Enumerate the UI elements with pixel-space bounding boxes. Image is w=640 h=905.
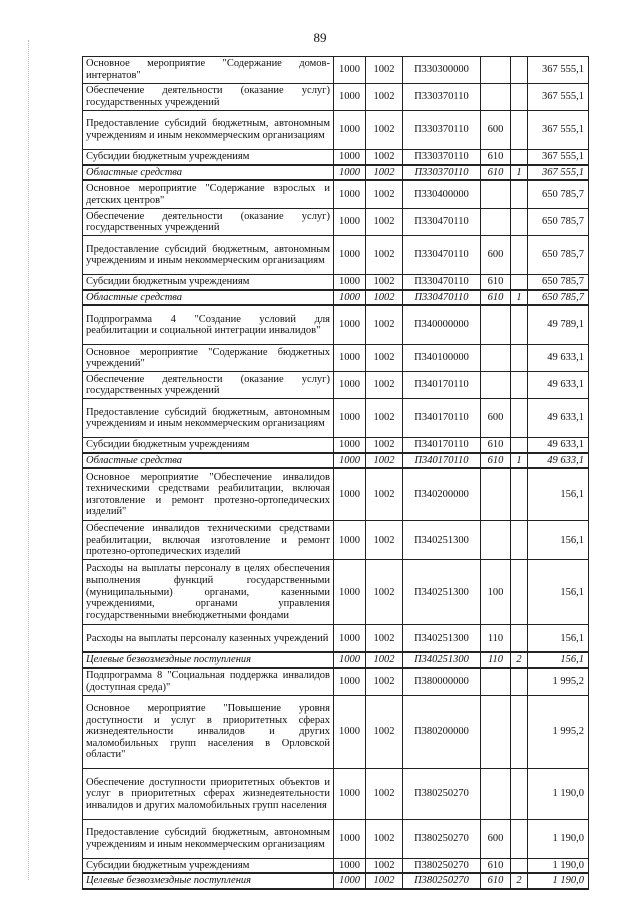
podrazdel-code-cell: 1002 [366,652,403,668]
razdel-code-cell: 1000 [334,695,366,768]
expense-type-code-cell: 600 [481,111,511,150]
expense-type-code-cell: 110 [481,652,511,668]
razdel-code-cell: 1000 [334,305,366,345]
podrazdel-code-cell: 1002 [366,57,403,84]
funding-source-code-cell [511,275,528,290]
podrazdel-code-cell: 1002 [366,560,403,625]
expense-type-code-cell [481,305,511,345]
target-article-code-cell: П340170110 [403,399,481,438]
podrazdel-code-cell: 1002 [366,468,403,521]
target-article-code-cell: П330370110 [403,111,481,150]
expense-type-code-cell: 110 [481,625,511,653]
expense-type-code-cell [481,209,511,236]
table-row [83,819,589,858]
podrazdel-code-cell: 1002 [366,372,403,399]
target-article-code-cell: П380250270 [403,768,481,819]
row-name-cell: Основное мероприятие "Содержание взрослых и детских центров" [83,180,334,209]
table-row [83,290,589,306]
row-name-cell: Подпрограмма 4 "Создание условий для реабилитации и социальной интеграции инвалидов" [83,305,334,345]
expense-type-code-cell [481,345,511,372]
table-row [83,111,589,150]
podrazdel-code-cell: 1002 [366,625,403,653]
funding-source-code-cell [511,236,528,275]
row-name-cell: Областные средства [83,290,334,306]
funding-source-code-cell [511,57,528,84]
podrazdel-code-cell: 1002 [366,399,403,438]
target-article-code-cell: П340200000 [403,468,481,521]
target-article-code-cell: П330370110 [403,84,481,111]
funding-source-code-cell: 2 [511,652,528,668]
expense-type-code-cell [481,180,511,209]
row-name-cell: Обеспечение инвалидов техническими средствами реабилитации, включая изготовление и ремонт протезно-ортопедических изделий [83,521,334,560]
expense-type-code-cell: 610 [481,873,511,889]
amount-cell: 156,1 [528,560,589,625]
podrazdel-code-cell: 1002 [366,438,403,453]
funding-source-code-cell [511,150,528,165]
row-name-cell: Обеспечение деятельности (оказание услуг) государственных учреждений [83,372,334,399]
funding-source-code-cell: 1 [511,165,528,181]
table-row [83,652,589,668]
table-row [83,305,589,345]
razdel-code-cell: 1000 [334,165,366,181]
expense-type-code-cell [481,521,511,560]
row-name-cell: Областные средства [83,453,334,469]
target-article-code-cell: П330470110 [403,275,481,290]
amount-cell: 650 785,7 [528,275,589,290]
podrazdel-code-cell: 1002 [366,165,403,181]
podrazdel-code-cell: 1002 [366,668,403,696]
row-name-cell: Субсидии бюджетным учреждениям [83,275,334,290]
podrazdel-code-cell: 1002 [366,345,403,372]
target-article-code-cell: П330400000 [403,180,481,209]
amount-cell: 1 995,2 [528,695,589,768]
funding-source-code-cell [511,345,528,372]
amount-cell: 367 555,1 [528,84,589,111]
row-name-cell: Подпрограмма 8 "Социальная поддержка инвалидов (доступная среда)" [83,668,334,696]
target-article-code-cell: П330370110 [403,165,481,181]
table-row [83,236,589,275]
row-name-cell: Предоставление субсидий бюджетным, автономным учреждениям и иным некоммерческим организациям [83,111,334,150]
podrazdel-code-cell: 1002 [366,819,403,858]
podrazdel-code-cell: 1002 [366,858,403,873]
funding-source-code-cell [511,372,528,399]
razdel-code-cell: 1000 [334,345,366,372]
target-article-code-cell: П340100000 [403,345,481,372]
funding-source-code-cell [511,468,528,521]
table-row [83,84,589,111]
razdel-code-cell: 1000 [334,209,366,236]
amount-cell: 49 633,1 [528,372,589,399]
razdel-code-cell: 1000 [334,768,366,819]
row-name-cell: Субсидии бюджетным учреждениям [83,150,334,165]
table-row [83,438,589,453]
amount-cell: 1 190,0 [528,858,589,873]
funding-source-code-cell [511,695,528,768]
expense-type-code-cell: 610 [481,438,511,453]
funding-source-code-cell [511,560,528,625]
podrazdel-code-cell: 1002 [366,236,403,275]
row-name-cell: Целевые безвозмездные поступления [83,873,334,889]
table-row [83,275,589,290]
amount-cell: 650 785,7 [528,236,589,275]
page-number: 89 [313,30,327,45]
table-row [83,57,589,84]
razdel-code-cell: 1000 [334,453,366,469]
target-article-code-cell: П340170110 [403,372,481,399]
razdel-code-cell: 1000 [334,652,366,668]
table-row [83,345,589,372]
row-name-cell: Обеспечение доступности приоритетных объектов и услуг в приоритетных сферах жизнедеятельности инвалидов и других маломобильных групп населения [83,768,334,819]
amount-cell: 367 555,1 [528,150,589,165]
target-article-code-cell: П380250270 [403,819,481,858]
table-body [83,57,589,889]
table-row [83,521,589,560]
amount-cell: 650 785,7 [528,180,589,209]
funding-source-code-cell [511,305,528,345]
table-row [83,468,589,521]
podrazdel-code-cell: 1002 [366,873,403,889]
expense-type-code-cell [481,668,511,696]
razdel-code-cell: 1000 [334,150,366,165]
amount-cell: 156,1 [528,521,589,560]
razdel-code-cell: 1000 [334,468,366,521]
podrazdel-code-cell: 1002 [366,305,403,345]
amount-cell: 367 555,1 [528,165,589,181]
target-article-code-cell: П380200000 [403,695,481,768]
row-name-cell: Областные средства [83,165,334,181]
podrazdel-code-cell: 1002 [366,768,403,819]
expense-type-code-cell: 100 [481,560,511,625]
row-name-cell: Обеспечение деятельности (оказание услуг) государственных учреждений [83,209,334,236]
row-name-cell: Предоставление субсидий бюджетным, автономным учреждениям и иным некоммерческим организациям [83,399,334,438]
funding-source-code-cell [511,858,528,873]
funding-source-code-cell [511,668,528,696]
razdel-code-cell: 1000 [334,180,366,209]
razdel-code-cell: 1000 [334,819,366,858]
expense-type-code-cell: 610 [481,453,511,469]
amount-cell: 1 190,0 [528,819,589,858]
row-name-cell: Основное мероприятие "Повышение уровня доступности и услуг в приоритетных сферах жизнедеятельности инвалидов и других маломобильных групп населения в Орловской области" [83,695,334,768]
target-article-code-cell: П340000000 [403,305,481,345]
amount-cell: 49 633,1 [528,453,589,469]
podrazdel-code-cell: 1002 [366,453,403,469]
row-name-cell: Расходы на выплаты персоналу в целях обеспечения выполнения функций государственными (муниципальными) органами, казенными учреждениями, органами управления государственными внебюджетными фондами [83,560,334,625]
expense-type-code-cell: 600 [481,236,511,275]
razdel-code-cell: 1000 [334,57,366,84]
target-article-code-cell: П340251300 [403,652,481,668]
table-row [83,180,589,209]
table-row [83,453,589,469]
amount-cell: 1 995,2 [528,668,589,696]
amount-cell: 49 633,1 [528,438,589,453]
table-row [83,625,589,653]
podrazdel-code-cell: 1002 [366,180,403,209]
razdel-code-cell: 1000 [334,290,366,306]
table-row [83,209,589,236]
target-article-code-cell: П340170110 [403,438,481,453]
target-article-code-cell: П380250270 [403,858,481,873]
expense-type-code-cell: 610 [481,150,511,165]
razdel-code-cell: 1000 [334,84,366,111]
amount-cell: 49 789,1 [528,305,589,345]
amount-cell: 1 190,0 [528,873,589,889]
podrazdel-code-cell: 1002 [366,111,403,150]
podrazdel-code-cell: 1002 [366,521,403,560]
razdel-code-cell: 1000 [334,858,366,873]
razdel-code-cell: 1000 [334,625,366,653]
funding-source-code-cell [511,438,528,453]
funding-source-code-cell [511,84,528,111]
funding-source-code-cell [511,180,528,209]
razdel-code-cell: 1000 [334,560,366,625]
table-row [83,873,589,889]
row-name-cell: Предоставление субсидий бюджетным, автономным учреждениям и иным некоммерческим организациям [83,236,334,275]
podrazdel-code-cell: 1002 [366,209,403,236]
razdel-code-cell: 1000 [334,372,366,399]
table-row [83,768,589,819]
funding-source-code-cell [511,399,528,438]
expense-type-code-cell: 610 [481,290,511,306]
funding-source-code-cell [511,521,528,560]
funding-source-code-cell [511,625,528,653]
expense-type-code-cell [481,57,511,84]
expense-type-code-cell [481,84,511,111]
podrazdel-code-cell: 1002 [366,150,403,165]
amount-cell: 650 785,7 [528,290,589,306]
amount-cell: 49 633,1 [528,399,589,438]
row-name-cell: Основное мероприятие "Обеспечение инвалидов техническими средствами реабилитации, включая изготовление и ремонт протезно-ортопедических изделий" [83,468,334,521]
expense-type-code-cell [481,372,511,399]
expense-type-code-cell: 610 [481,275,511,290]
budget-table [82,56,589,890]
target-article-code-cell: П340251300 [403,521,481,560]
target-article-code-cell: П330370110 [403,150,481,165]
table-row [83,858,589,873]
razdel-code-cell: 1000 [334,438,366,453]
expense-type-code-cell: 610 [481,165,511,181]
table-row [83,165,589,181]
podrazdel-code-cell: 1002 [366,84,403,111]
expense-type-code-cell: 600 [481,399,511,438]
target-article-code-cell: П330470110 [403,209,481,236]
amount-cell: 1 190,0 [528,768,589,819]
table-row [83,150,589,165]
podrazdel-code-cell: 1002 [366,275,403,290]
expense-type-code-cell [481,695,511,768]
podrazdel-code-cell: 1002 [366,290,403,306]
expense-type-code-cell [481,468,511,521]
razdel-code-cell: 1000 [334,275,366,290]
row-name-cell: Субсидии бюджетным учреждениям [83,858,334,873]
row-name-cell: Субсидии бюджетным учреждениям [83,438,334,453]
row-name-cell: Целевые безвозмездные поступления [83,652,334,668]
funding-source-code-cell: 2 [511,873,528,889]
amount-cell: 156,1 [528,468,589,521]
razdel-code-cell: 1000 [334,521,366,560]
target-article-code-cell: П380000000 [403,668,481,696]
podrazdel-code-cell: 1002 [366,695,403,768]
target-article-code-cell: П340251300 [403,560,481,625]
expense-type-code-cell [481,768,511,819]
row-name-cell: Обеспечение деятельности (оказание услуг) государственных учреждений [83,84,334,111]
funding-source-code-cell: 1 [511,290,528,306]
funding-source-code-cell [511,111,528,150]
table-row [83,695,589,768]
row-name-cell: Расходы на выплаты персоналу казенных учреждений [83,625,334,653]
row-name-cell: Основное мероприятие "Содержание домов-интернатов" [83,57,334,84]
expense-type-code-cell: 600 [481,819,511,858]
funding-source-code-cell [511,209,528,236]
target-article-code-cell: П380250270 [403,873,481,889]
amount-cell: 156,1 [528,652,589,668]
razdel-code-cell: 1000 [334,399,366,438]
razdel-code-cell: 1000 [334,111,366,150]
funding-source-code-cell: 1 [511,453,528,469]
table-row [83,668,589,696]
razdel-code-cell: 1000 [334,668,366,696]
expense-type-code-cell: 610 [481,858,511,873]
amount-cell: 367 555,1 [528,111,589,150]
target-article-code-cell: П340170110 [403,453,481,469]
funding-source-code-cell [511,768,528,819]
target-article-code-cell: П330300000 [403,57,481,84]
amount-cell: 650 785,7 [528,209,589,236]
razdel-code-cell: 1000 [334,873,366,889]
table-row [83,372,589,399]
row-name-cell: Основное мероприятие "Содержание бюджетных учреждений" [83,345,334,372]
amount-cell: 156,1 [528,625,589,653]
table-row [83,399,589,438]
amount-cell: 367 555,1 [528,57,589,84]
target-article-code-cell: П340251300 [403,625,481,653]
binding-margin-line [28,40,29,880]
table-row [83,560,589,625]
razdel-code-cell: 1000 [334,236,366,275]
amount-cell: 49 633,1 [528,345,589,372]
target-article-code-cell: П330470110 [403,290,481,306]
target-article-code-cell: П330470110 [403,236,481,275]
row-name-cell: Предоставление субсидий бюджетным, автономным учреждениям и иным некоммерческим организациям [83,819,334,858]
funding-source-code-cell [511,819,528,858]
